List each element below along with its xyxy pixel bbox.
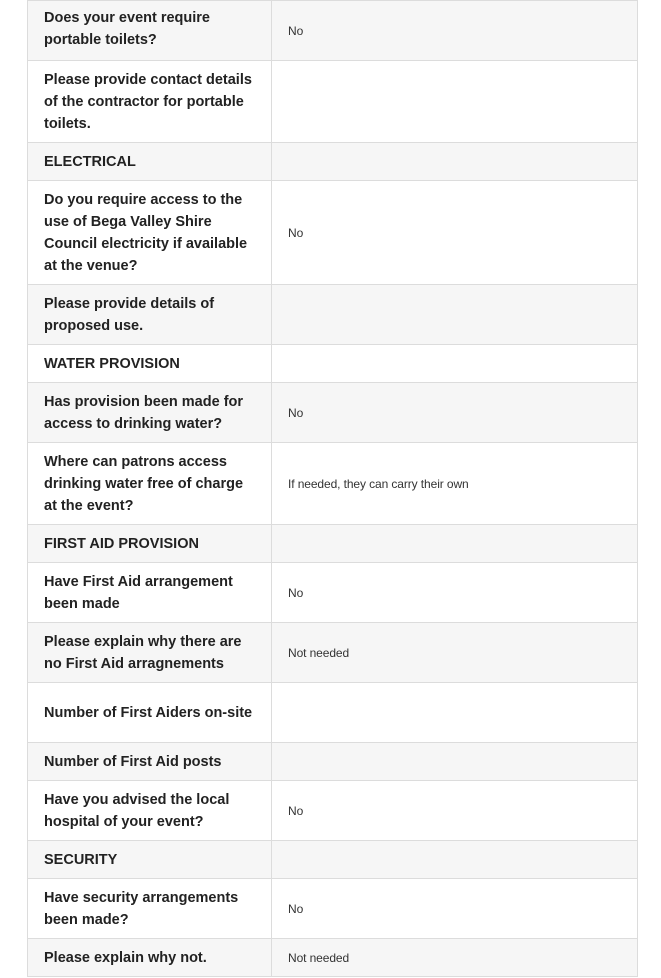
answer-value: Not needed bbox=[272, 939, 638, 977]
table-row bbox=[28, 383, 638, 443]
answer-value bbox=[272, 743, 638, 781]
table-row bbox=[28, 285, 638, 345]
question-label: Number of First Aiders on-site bbox=[28, 683, 272, 743]
question-label: Have First Aid arrangement been made bbox=[28, 563, 272, 623]
answer-value: Not needed bbox=[272, 623, 638, 683]
answer-value bbox=[272, 345, 638, 383]
question-label: Number of First Aid posts bbox=[28, 743, 272, 781]
answer-value bbox=[272, 143, 638, 181]
table-row bbox=[28, 781, 638, 841]
answer-value bbox=[272, 61, 638, 143]
question-label: Please provide details of proposed use. bbox=[28, 285, 272, 345]
section-header-row bbox=[28, 525, 638, 563]
answer-value bbox=[272, 841, 638, 879]
table-row bbox=[28, 181, 638, 285]
answer-value: No bbox=[272, 563, 638, 623]
answer-value bbox=[272, 525, 638, 563]
section-title: ELECTRICAL bbox=[28, 143, 272, 181]
question-label: Where can patrons access drinking water free of charge at the event? bbox=[28, 443, 272, 525]
table-row bbox=[28, 443, 638, 525]
section-title: FIRST AID PROVISION bbox=[28, 525, 272, 563]
table-row bbox=[28, 563, 638, 623]
table-row bbox=[28, 1, 638, 61]
answer-value bbox=[272, 683, 638, 743]
section-header-row bbox=[28, 345, 638, 383]
question-label: Have you advised the local hospital of your event? bbox=[28, 781, 272, 841]
table-row bbox=[28, 623, 638, 683]
question-label: Please provide contact details of the contractor for portable toilets. bbox=[28, 61, 272, 143]
question-label: Has provision been made for access to drinking water? bbox=[28, 383, 272, 443]
question-label: Do you require access to the use of Bega Valley Shire Council electricity if available at the venue? bbox=[28, 181, 272, 285]
answer-value bbox=[272, 285, 638, 345]
table-row bbox=[28, 61, 638, 143]
question-label: Please explain why not. bbox=[28, 939, 272, 977]
answer-value: If needed, they can carry their own bbox=[272, 443, 638, 525]
answer-value: No bbox=[272, 781, 638, 841]
section-title: SECURITY bbox=[28, 841, 272, 879]
table-row bbox=[28, 939, 638, 977]
table-row bbox=[28, 743, 638, 781]
answer-value: No bbox=[272, 181, 638, 285]
question-label: Please explain why there are no First Aid arragnements bbox=[28, 623, 272, 683]
answer-value: No bbox=[272, 383, 638, 443]
table-row bbox=[28, 879, 638, 939]
section-title: WATER PROVISION bbox=[28, 345, 272, 383]
answer-value: No bbox=[272, 879, 638, 939]
question-label: Does your event require portable toilets? bbox=[28, 1, 272, 61]
table-row bbox=[28, 683, 638, 743]
answer-value: No bbox=[272, 1, 638, 61]
section-header-row bbox=[28, 841, 638, 879]
question-label: Have security arrangements been made? bbox=[28, 879, 272, 939]
event-details-table bbox=[27, 0, 638, 977]
section-header-row bbox=[28, 143, 638, 181]
